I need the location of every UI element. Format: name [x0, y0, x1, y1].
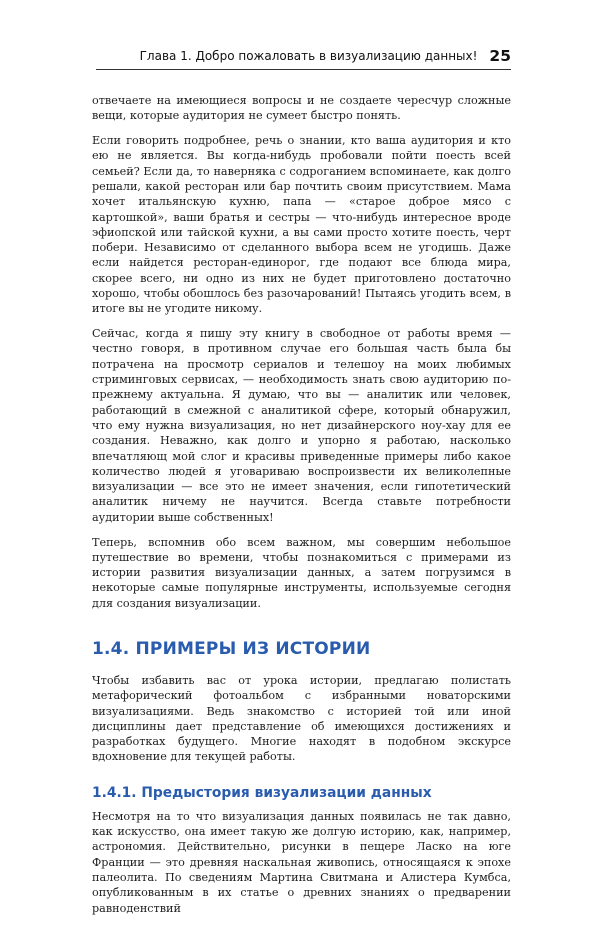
paragraph-know-your-audience: Сейчас, когда я пишу эту книгу в свободное от работы время — честно говоря, в противном случае его большая часть была бы потрачена на просмотр сериалов и телешоу на моих любимых стриминговых сервисах, — необходимость знать свою аудиторию по-прежнему актуальна. Я думаю, что вы — аналитик или человек, работающий в смежной с аналитикой сфере, который обнаружил, что ему нужна визуализация, но нет дизайнерского ноу-хау для ее создания. Неважно, как долго и упорно я работаю, насколько впечатляющ мой слог и красивы приведенные примеры либо какое количество людей я уговариваю воспроизвести их великолепные визуализации — все это не имеет значения, если гипотетический аналитик ничему не научится. Всегда ставьте потребности аудитории выше собственных! — [92, 327, 511, 524]
paragraph-prehistory: Несмотря на то что визуализация данных появилась не так давно, как искусство, она имеет такую же долгую историю, как, например, астрономия. Действительно, рисунки в пещере Ласко на юге Франции — это древняя наскальная живопись, относящаяся к эпохе палеолита. По сведениям Мартина Свитмана и Алистера Кумбса, опубликованным в их статье о древних знаниях о предварении равноденствий — [92, 809, 511, 915]
page-content — [92, 93, 511, 925]
paragraph-family-dinner: Если говорить подробнее, речь о знании, кто ваша аудитория и кто ею не является. Вы когда-нибудь пробовали пойти поесть всей семьей? Если да, то наверняка с содроганием вспоминаете, как долго решали, какой ресторан или бар почтить своим присутствием. Мама хочет итальянскую кухню, папа — «старое доброе мясо с картошкой», ваши братья и сестры — что-нибудь интересное вроде эфиопской или тайской кухни, а вы сами просто хотите поесть, черт побери. Независимо от сделанного выбора всем не угодишь. Даже если найдется ресторан-единорог, где подают все блюда мира, скорее всего, ни одно из них не будет приготовлено достаточно хорошо, чтобы обошлось без разочарований! Пытаясь угодить всем, в итоге вы не угодите никому. — [92, 134, 511, 316]
section-heading: 1.4. ПРИМЕРЫ ИЗ ИСТОРИИ — [92, 639, 371, 659]
paragraph-audience-questions: отвечаете на имеющиеся вопросы и не создаете чересчур сложные вещи, которые аудитория не сумеет быстро понять. — [92, 94, 511, 123]
paragraph-history-intro: Теперь, вспомнив обо всем важном, мы совершим небольшое путешествие во времени, чтобы познакомиться с примерами из истории развития визуализации данных, а затем погрузимся в некоторые самые популярные инструменты, используемые сегодня для создания визуализации. — [92, 535, 511, 610]
paragraph-photo-album: Чтобы избавить вас от урока истории, предлагаю полистать метафорический фотоальбом с избранными новаторскими визуализациями. Ведь знакомство с историей той или иной дисциплины дает представление об имеющихся достижениях и разработках будущего. Многие находят в подобном экскурсе вдохновение для текущей работы. — [92, 674, 511, 764]
running-header — [96, 46, 511, 66]
chapter-title: Глава 1. Добро пожаловать в визуализацию данных! — [139, 49, 478, 63]
subsection-heading: 1.4.1. Предыстория визуализации данных — [92, 784, 432, 801]
page-number: 25 — [489, 47, 511, 65]
header-rule — [96, 69, 511, 70]
